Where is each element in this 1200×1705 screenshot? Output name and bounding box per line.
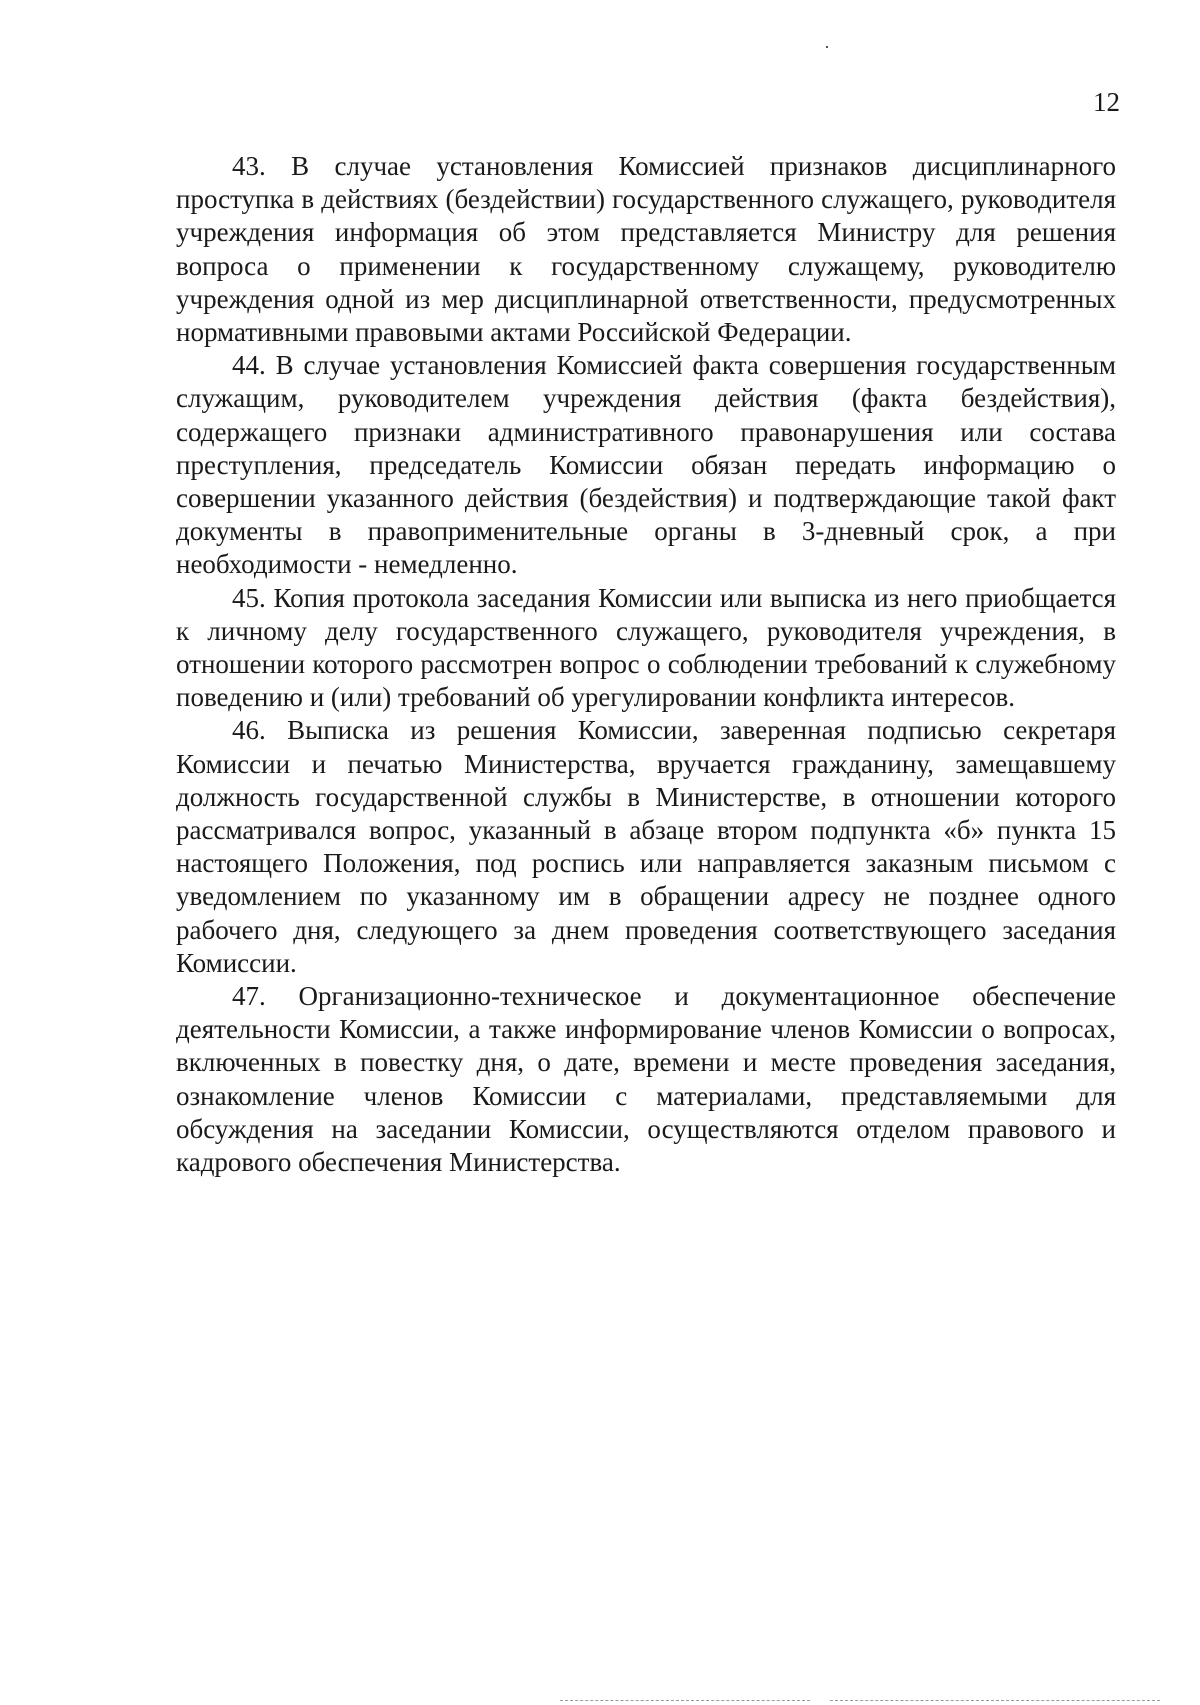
paragraph-43: 43. В случае установления Комиссией признаков дисциплинарного проступка в действиях (бездействии) государственного служащего, руководителя учреждения информация об этом представляется Министру для решения вопроса о применении к государственному служащему, руководителю учреждения одной из мер дисциплинарной ответственности, предусмотренных нормативными правовыми актами Российской Федерации. [176,151,1116,348]
paragraph-44: 44. В случае установления Комиссией факта совершения государственным служащим, руководителем учреждения действия (факта бездействия), содержащего признаки административного правонарушения или состава преступления, председатель Комиссии обязан передать информацию о совершении указанного действия (бездействия) и подтверждающие такой факт документы в правоприменительные органы в 3-дневный срок, а при необходимости - немедленно. [176,350,1116,580]
scan-speck [826,46,828,48]
paragraph-45: 45. Копия протокола заседания Комиссии или выписка из него приобщается к личному делу государственного служащего, руководителя учреждения, в отношении которого рассмотрен вопрос о соблюдении требований к служебному поведению и (или) требований об урегулировании конфликта интересов. [176,582,1116,713]
scan-edge-line-left [560,1700,810,1702]
paragraph-46: 46. Выписка из решения Комиссии, заверенная подписью секретаря Комиссии и печатью Министерства, вручается гражданину, замещавшему должность государственной службы в Министерстве, в отношении которого рассматривался вопрос, указанный в абзаце втором подпункта «б» пункта 15 настоящего Положения, под роспись или направляется заказным письмом с уведомлением по указанному им в обращении адресу не позднее одного рабочего дня, следующего за днем проведения соответствующего заседания Комиссии. [176,715,1116,978]
paragraph-47: 47. Организационно-техническое и документационное обеспечение деятельности Комиссии, а также информирование членов Комиссии о вопросах, включенных в повестку дня, о дате, времени и месте проведения заседания, ознакомление членов Комиссии с материалами, представляемыми для обсуждения на заседании Комиссии, осуществляются отделом правового и кадрового обеспечения Министерства. [176,981,1116,1178]
page-number: 12 [1093,87,1120,117]
document-body [176,150,1116,1179]
scan-edge-line-right [830,1700,1160,1702]
